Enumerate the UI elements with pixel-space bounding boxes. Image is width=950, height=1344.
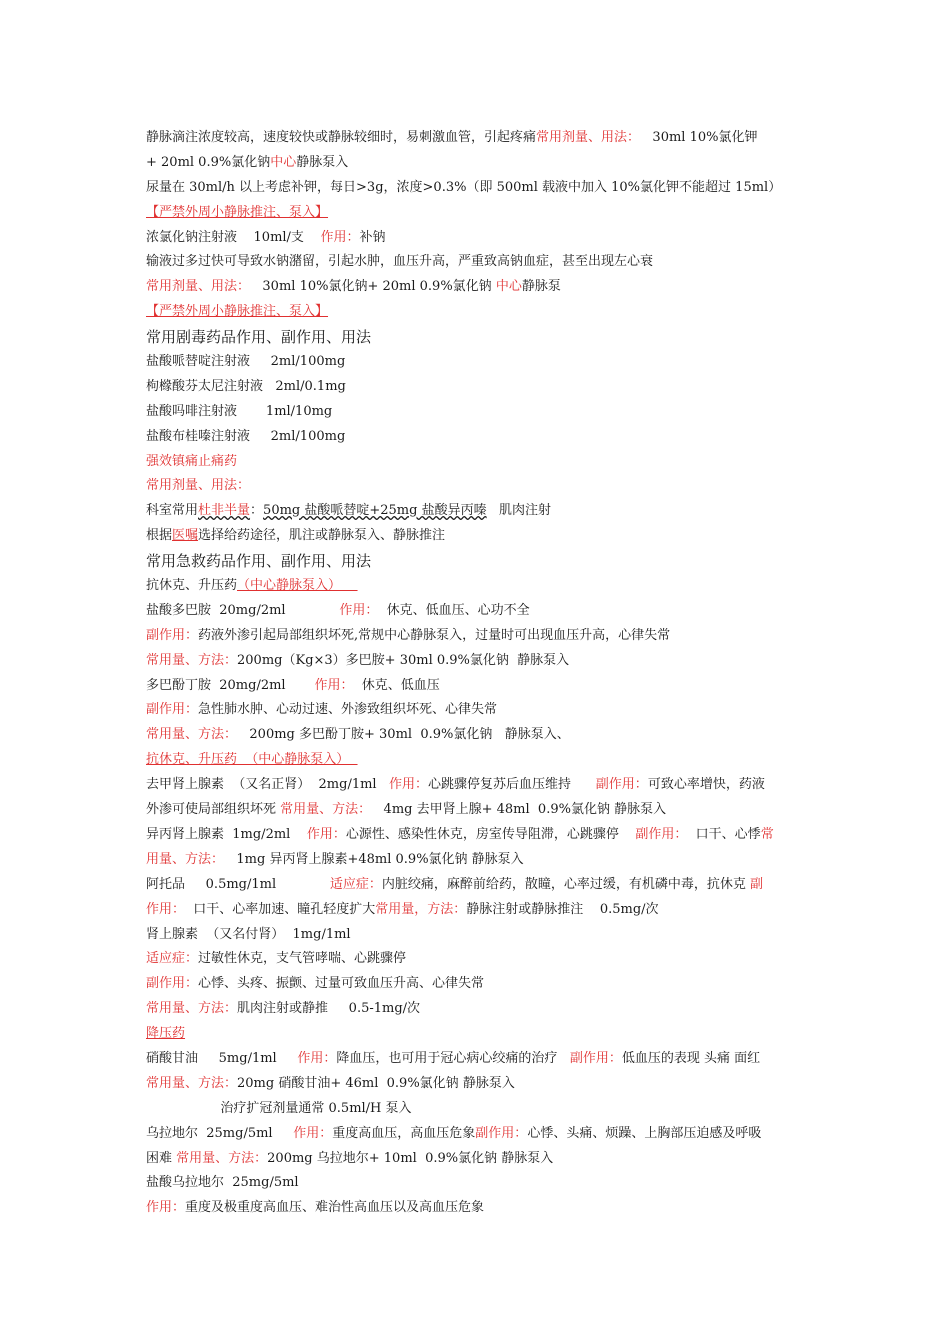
text-line: [146, 1122, 810, 1147]
highlighted-text: 作用：: [320, 229, 360, 245]
body-text: 外渗可使局部组织坏死: [146, 802, 281, 818]
body-text: 选择给药途径，肌注或静脉泵入、静脉推注: [198, 528, 446, 544]
highlighted-text: 中心: [495, 279, 522, 295]
body-text: 200mg（Kg×3）多巴胺+ 30ml 0.9%氯化钠 静脉泵入: [237, 652, 570, 668]
highlighted-text: 常用剂量、用法：: [146, 478, 251, 494]
text-line: [146, 723, 810, 748]
body-text: 补钠: [359, 229, 386, 245]
highlighted-text: 杜非半量: [198, 503, 251, 519]
text-line: [146, 226, 810, 251]
highlighted-text: 常: [760, 826, 774, 842]
text-line: [146, 400, 810, 425]
highlighted-text: 作用：: [306, 826, 346, 842]
text-line: [146, 972, 810, 997]
text-line: [146, 176, 810, 201]
body-text: 乌拉地尔 25mg/5ml: [146, 1125, 294, 1141]
text-line: [146, 748, 810, 773]
text-line: [146, 674, 810, 699]
body-text: 心悸、头痛、烦躁、上胸部压迫感及呼吸: [527, 1125, 762, 1141]
document-page: [146, 126, 810, 1221]
text-line: [146, 1072, 810, 1097]
body-text: 静脉注射或静脉推注 0.5mg/次: [466, 901, 659, 917]
body-text: 低血压的表现 头痛 面红: [621, 1050, 761, 1066]
body-text: 治疗扩冠剂量通常 0.5ml/H 泵入: [146, 1100, 412, 1116]
body-text: 异丙肾上腺素 1mg/2ml: [146, 826, 307, 842]
highlighted-text: （中心静脉泵入）: [237, 578, 358, 594]
text-line: [146, 574, 810, 599]
body-text: 重度及极重度高血压、难治性高血压以及高血压危象: [185, 1200, 485, 1216]
body-text: 静脉泵: [521, 279, 561, 295]
body-text: 盐酸布桂嗪注射液 2ml/100mg: [146, 428, 346, 444]
body-text: 200mg 乌拉地尔+ 10ml 0.9%氯化钠 静脉泵入: [267, 1150, 554, 1166]
text-line: [146, 947, 810, 972]
text-line: [146, 126, 810, 151]
highlighted-text: 副作用：: [595, 777, 648, 793]
text-line: [146, 474, 810, 499]
highlighted-text: 强效镇痛止痛药: [146, 453, 238, 469]
text-line: [146, 425, 810, 450]
highlighted-text: 作用：: [388, 777, 428, 793]
highlighted-text: 副作用：: [635, 826, 688, 842]
body-text: 心悸、头疼、振颤、过量可致血压升高、心律失常: [198, 976, 485, 992]
text-line: [146, 649, 810, 674]
body-text: 200mg 多巴酚丁胺+ 30ml 0.9%氯化钠 静脉泵入、: [237, 727, 570, 743]
highlighted-text: 常用剂量、用法：: [536, 130, 641, 145]
highlighted-text: 【严禁外周小静脉推注、泵入】: [146, 204, 329, 220]
text-line: [146, 1171, 810, 1196]
text-line: [146, 499, 810, 524]
body-text: 口干、心悸: [687, 826, 761, 842]
text-line: [146, 1196, 810, 1221]
highlighted-text: 作用：: [293, 1125, 333, 1141]
text-line: [146, 898, 810, 923]
text-line: [146, 450, 810, 475]
text-line: [146, 997, 810, 1022]
body-text: 枸橼酸芬太尼注射液 2ml/0.1mg: [146, 378, 346, 394]
highlighted-text: 【严禁外周小静脉推注、泵入】: [146, 304, 329, 320]
highlighted-text: 副作用：: [475, 1125, 528, 1141]
body-text: 盐酸吗啡注射液 1ml/10mg: [146, 403, 333, 419]
body-text: 盐酸哌替啶注射液 2ml/100mg: [146, 354, 346, 370]
body-text: 30ml 10%氯化钾: [640, 130, 758, 145]
text-line: [146, 325, 810, 350]
text-line: [146, 1047, 810, 1072]
body-text: 1mg 异丙肾上腺素+48ml 0.9%氯化钠 静脉泵入: [224, 851, 524, 867]
body-text: 肌肉注射: [486, 503, 551, 519]
body-text: 20mg 硝酸甘油+ 46ml 0.9%氯化钠 静脉泵入: [237, 1075, 515, 1091]
body-text: 重度高血压，高血压危象: [332, 1125, 476, 1141]
highlighted-text: 常用量、方法：: [146, 727, 238, 743]
body-text: 肾上腺素 （又名付肾） 1mg/1ml: [146, 926, 351, 942]
highlighted-text: 医嘱: [172, 528, 199, 544]
body-text: 肌肉注射或静推 0.5-1mg/次: [237, 1001, 421, 1017]
highlighted-text: 降压药: [146, 1026, 186, 1042]
body-text: 休克、低血压: [353, 677, 440, 693]
highlighted-text: 常用量、方法：: [280, 802, 372, 818]
highlighted-text: 常用量、方法：: [146, 1001, 238, 1017]
body-text: 盐酸乌拉地尔 25mg/5ml: [146, 1175, 299, 1191]
text-line: [146, 1022, 810, 1047]
body-text: 多巴酚丁胺 20mg/2ml: [146, 677, 315, 693]
highlighted-text: 副作用：: [146, 976, 199, 992]
text-line: [146, 250, 810, 275]
body-text: 盐酸多巴胺 20mg/2ml: [146, 602, 340, 618]
body-text: 硝酸甘油 5mg/1ml: [146, 1050, 298, 1066]
highlighted-text: 用量、方法：: [146, 851, 225, 867]
text-line: [146, 873, 810, 898]
text-line: [146, 773, 810, 798]
body-text: 药液外渗引起局部组织坏死,常规中心静脉泵入，过量时可出现血压升高，心律失常: [198, 627, 671, 643]
body-text: 休克、低血压、心功不全: [378, 602, 530, 618]
highlighted-text: 常用量，方法：: [375, 901, 467, 917]
text-line: [146, 524, 810, 549]
highlighted-text: 抗休克、升压药 （中心静脉泵入）: [146, 752, 358, 768]
body-text: 阿托品 0.5mg/1ml: [146, 876, 330, 892]
body-text: 科室常用: [146, 503, 199, 519]
text-line: [146, 698, 810, 723]
body-text: 30ml 10%氯化钠+ 20ml 0.9%氯化钠: [250, 279, 496, 295]
highlighted-text: 作用：: [146, 1200, 186, 1216]
body-text: 心源性、感染性休克，房室传导阻滞，心跳骤停: [345, 826, 636, 842]
text-line: [146, 275, 810, 300]
body-text: 抗休克、升压药: [146, 578, 238, 594]
body-text: 过敏性休克，支气管哮喘、心跳骤停: [198, 951, 407, 967]
text-line: [146, 624, 810, 649]
highlighted-text: 常用量、方法：: [146, 1075, 238, 1091]
body-text: 尿量在 30ml/h 以上考虑补钾，每日>3g，浓度>0.3%（即 500ml 载液中加入 10%氯化钾不能超过 15ml）: [146, 179, 782, 195]
text-line: [146, 599, 810, 624]
text-line: [146, 848, 810, 873]
body-text: 常用急救药品作用、副作用、用法: [146, 552, 372, 571]
body-text: 静脉泵入: [296, 154, 349, 170]
highlighted-text: 适应症：: [329, 876, 382, 892]
highlighted-text: 副作用：: [569, 1050, 622, 1066]
text-line: [146, 375, 810, 400]
body-text: 4mg 去甲肾上腺+ 48ml 0.9%氯化钠 静脉泵入: [371, 802, 667, 818]
highlighted-text: 作用：: [146, 901, 186, 917]
highlighted-text: 副作用：: [146, 702, 199, 718]
body-text: + 20ml 0.9%氯化钠: [146, 154, 271, 170]
highlighted-text: 副作用：: [146, 627, 199, 643]
text-line: [146, 1147, 810, 1172]
body-text: 急性肺水肿、心动过速、外渗致组织坏死、心律失常: [198, 702, 498, 718]
body-text: 50mg 盐酸哌替啶+25mg 盐酸异丙嗪: [263, 503, 487, 519]
text-line: [146, 300, 810, 325]
text-line: [146, 923, 810, 948]
highlighted-text: 适应症：: [146, 951, 199, 967]
body-text: 常用剧毒药品作用、副作用、用法: [146, 328, 372, 347]
highlighted-text: 作用：: [339, 602, 379, 618]
body-text: 内脏绞痛，麻醉前给药，散瞳，心率过缓，有机磷中毒，抗休克: [381, 876, 750, 892]
highlighted-text: 作用：: [314, 677, 354, 693]
highlighted-text: 作用：: [297, 1050, 337, 1066]
body-text: ：: [250, 503, 264, 519]
body-text: 输液过多过快可导致水钠潴留，引起水肿，血压升高，严重致高钠血症，甚至出现左心衰: [146, 254, 654, 270]
highlighted-text: 常用剂量、用法：: [146, 279, 251, 295]
body-text: 根据: [146, 528, 173, 544]
text-line: [146, 151, 810, 176]
text-line: [146, 823, 810, 848]
body-text: 去甲肾上腺素 （又名正肾） 2mg/1ml: [146, 777, 389, 793]
body-text: 困难: [146, 1150, 177, 1166]
highlighted-text: 常用量、方法：: [176, 1150, 268, 1166]
highlighted-text: 中心: [270, 154, 297, 170]
highlighted-text: 常用量、方法：: [146, 652, 238, 668]
text-line: [146, 201, 810, 226]
highlighted-text: 副: [750, 876, 764, 892]
body-text: 浓氯化钠注射液 10ml/支: [146, 229, 321, 245]
body-text: 口干、心率加速、瞳孔轻度扩大: [185, 901, 376, 917]
body-text: 可致心率增快，药液: [647, 777, 765, 793]
text-line: [146, 1097, 810, 1122]
text-line: [146, 798, 810, 823]
text-line: [146, 549, 810, 574]
body-text: 降血压，也可用于冠心病心绞痛的治疗: [336, 1050, 570, 1066]
body-text: 心跳骤停复苏后血压维持: [428, 777, 596, 793]
text-line: [146, 350, 810, 375]
body-text: 静脉滴注浓度较高，速度较快或静脉较细时，易刺激血管，引起疼痛: [146, 130, 537, 145]
